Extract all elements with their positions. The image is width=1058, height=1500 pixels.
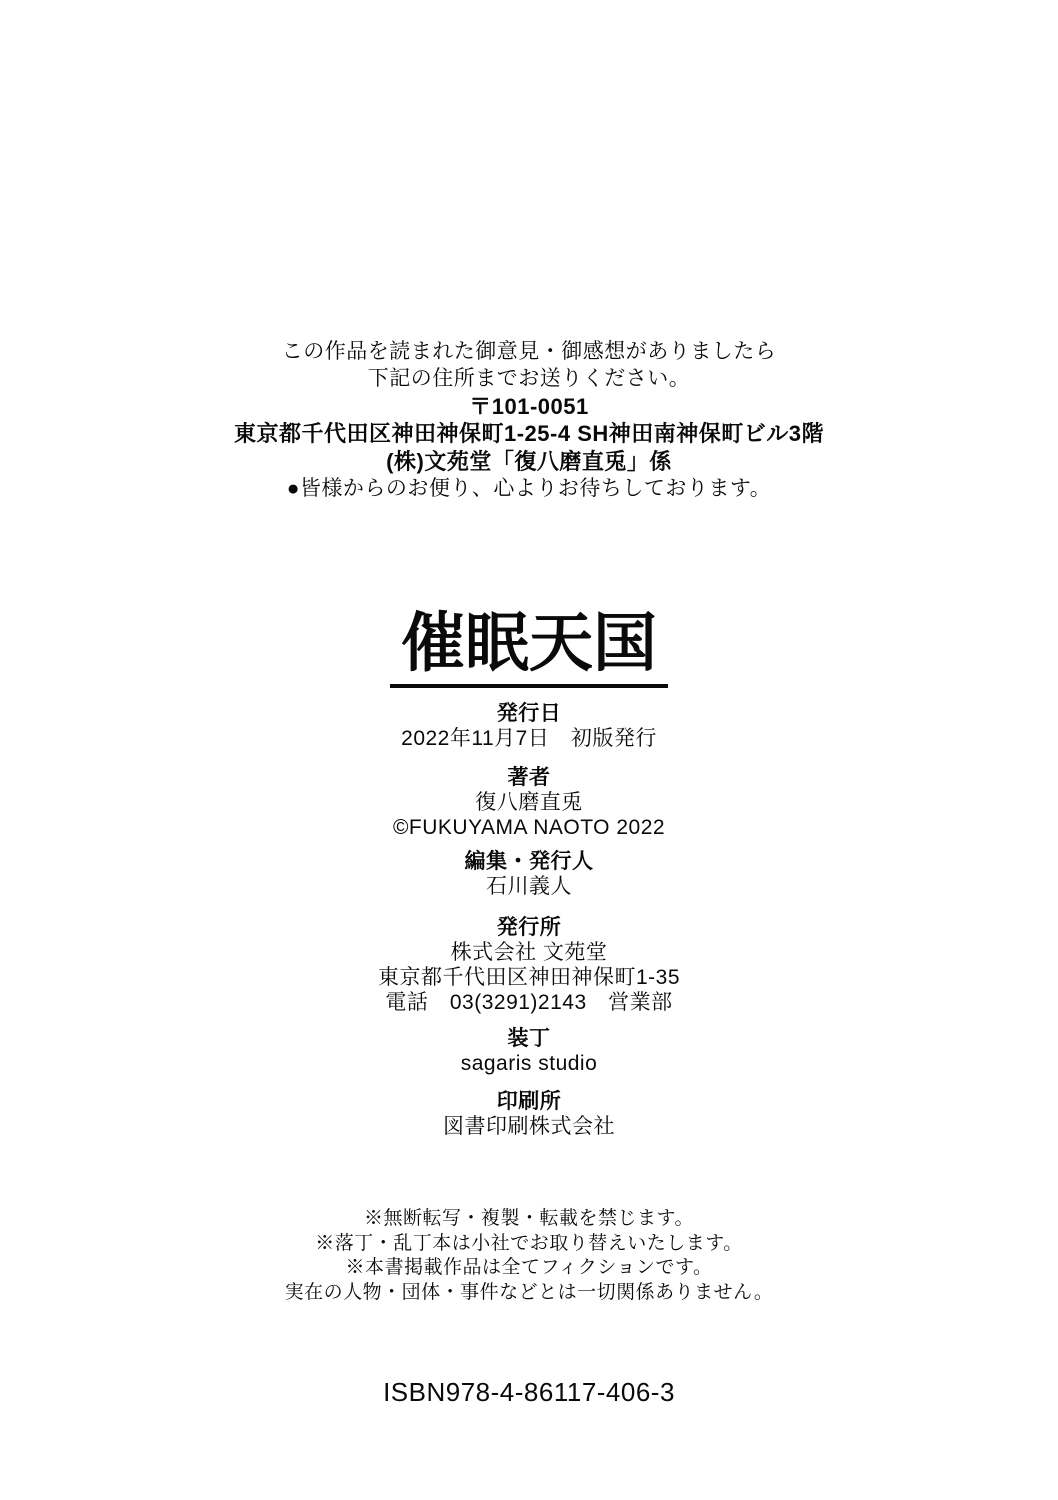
section-label: 印刷所	[496, 1090, 562, 1113]
book-title: 催眠天国	[401, 608, 657, 679]
isbn: ISBN978-4-86117-406-3	[383, 1377, 675, 1407]
section-editor-publisher	[0, 849, 1058, 899]
notice-line: ※本書掲載作品は全てフィクションです。	[345, 1257, 713, 1278]
section-line: 図書印刷株式会社	[443, 1115, 615, 1138]
book-title-block	[0, 606, 1058, 688]
notice-line: 実在の人物・団体・事件などとは一切関係ありません。	[284, 1281, 774, 1303]
section-line: 2022年11月7日 初版発行	[401, 727, 657, 750]
section-line: 石川義人	[486, 875, 572, 898]
company-address: 東京都千代田区神田神保町1-35	[377, 966, 681, 989]
feedback-line-1: この作品を読まれた御意見・御感想がありましたら	[281, 340, 777, 363]
section-printer	[0, 1089, 1058, 1139]
company-name: 株式会社 文苑堂	[450, 941, 608, 964]
section-author	[0, 765, 1058, 840]
section-label: 編集・発行人	[464, 850, 594, 873]
section-publication-date	[0, 701, 1058, 751]
section-label: 装丁	[507, 1027, 551, 1050]
mail-recipient: (株)文苑堂「復八磨直兎」係	[386, 448, 672, 474]
publisher-address: 東京都千代田区神田神保町1-25-4 SH神田南神保町ビル3階	[233, 421, 824, 447]
copyright-line: ©FUKUYAMA NAOTO 2022	[392, 816, 666, 839]
postal-code: 〒101-0051	[469, 393, 589, 419]
legal-notices	[0, 1207, 1058, 1305]
section-publishing-house	[0, 915, 1058, 1015]
company-phone: 電話 03(3291)2143 営業部	[385, 991, 673, 1014]
section-label: 著者	[507, 766, 551, 789]
notice-line: ※落丁・乱丁本は小社でお取り替えいたします。	[315, 1232, 743, 1254]
feedback-closing: ●皆様からのお便り、心よりお待ちしております。	[286, 477, 772, 501]
section-line: 復八磨直兎	[475, 791, 583, 814]
section-line: sagaris studio	[460, 1052, 598, 1075]
section-label: 発行所	[496, 916, 562, 939]
feedback-notice	[0, 338, 1058, 502]
feedback-line-2: 下記の住所までお送りください。	[367, 367, 691, 391]
section-book-design	[0, 1026, 1058, 1076]
section-label: 発行日	[496, 702, 562, 725]
notice-line: ※無断転写・複製・転載を禁じます。	[364, 1208, 694, 1229]
title-underline	[390, 684, 668, 688]
